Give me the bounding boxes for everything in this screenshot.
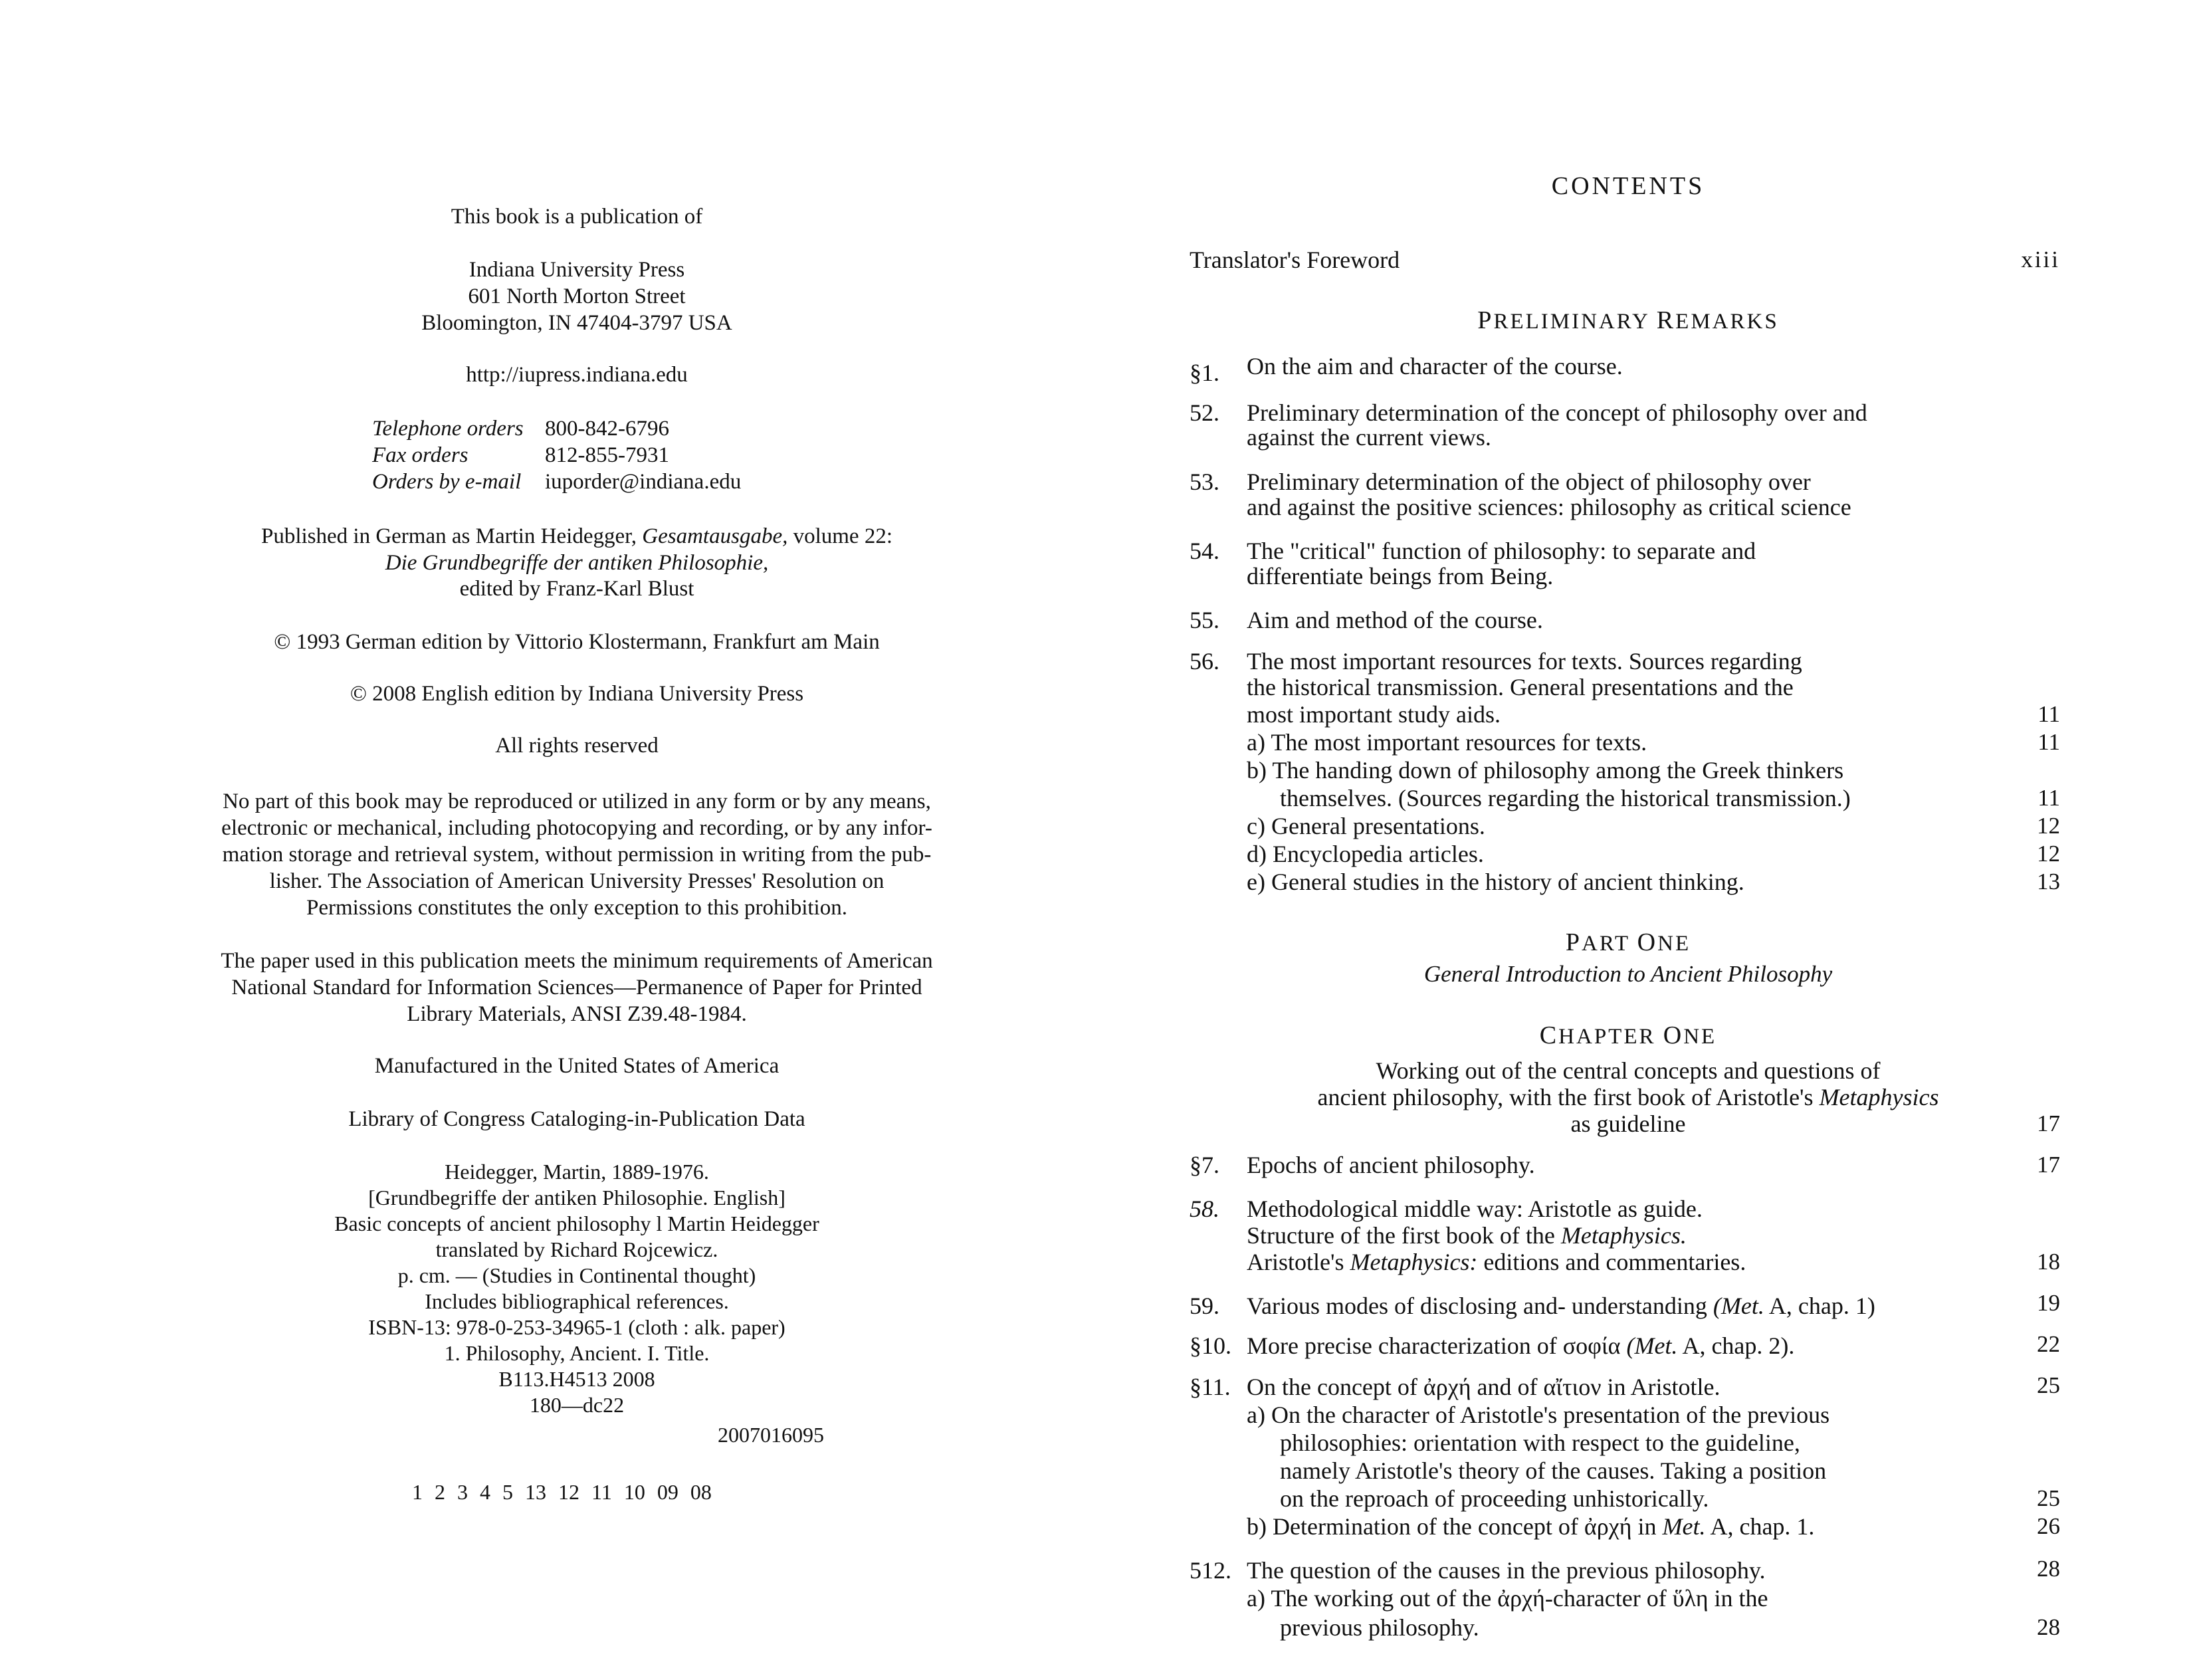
contact-value: 800-842-6796 — [545, 417, 669, 441]
publisher-street: 601 North Morton Street — [468, 284, 686, 308]
toc-subentry[interactable]: a) The most important resources for texts. — [1247, 729, 1647, 756]
toc-entry-cont[interactable]: against the current views. — [1247, 424, 1491, 451]
chapter-title-line1[interactable]: Working out of the central concepts and questions of — [1376, 1057, 1881, 1084]
toc-page-number: 18 — [2037, 1249, 2060, 1275]
toc-subentry[interactable]: e) General studies in the history of ancient thinking. — [1247, 869, 1744, 895]
contact-label: Fax orders — [372, 443, 469, 467]
part-title: General Introduction to Ancient Philosophy — [1423, 961, 1833, 987]
chapter-title-line2[interactable]: ancient philosophy, with the first book of Aristotle's Metaphysics — [1317, 1084, 1939, 1110]
toc-entry[interactable]: The question of the causes in the previous philosophy. — [1247, 1557, 1766, 1584]
cip-line: p. cm. — (Studies in Continental thought) — [397, 1263, 756, 1287]
contact-label: Orders by e-mail — [372, 470, 522, 494]
reproduction-notice: mation storage and retrieval system, without permission in writing from the pub- — [222, 843, 932, 867]
publication-intro: This book is a publication of — [451, 205, 703, 229]
cip-line: ISBN-13: 978-0-253-34965-1 (cloth : alk. paper) — [368, 1315, 785, 1339]
toc-subentry[interactable]: a) The working out of the ἀρχή-character of ὕλη in the — [1247, 1585, 1768, 1612]
cip-line: translated by Richard Rojcewicz. — [435, 1237, 718, 1261]
contact-label: Telephone orders — [372, 417, 524, 441]
toc-entry-cont[interactable]: and against the positive sciences: philosophy as critical science — [1247, 494, 1851, 520]
cip-line: Includes bibliographical references. — [425, 1289, 729, 1313]
toc-number: §1. — [1190, 360, 1219, 386]
toc-number: §11. — [1190, 1374, 1231, 1400]
reproduction-notice: lisher. The Association of American University Presses' Resolution on — [269, 869, 885, 893]
toc-subentry[interactable]: b) The handing down of philosophy among the Greek thinkers — [1247, 757, 1844, 784]
toc-page-number: 22 — [2037, 1331, 2060, 1357]
cip-line: 180—dc22 — [529, 1393, 625, 1417]
toc-subentry-cont[interactable]: previous philosophy. — [1280, 1614, 1479, 1641]
cip-line: Heidegger, Martin, 1889-1976. — [445, 1160, 709, 1184]
toc-subentry[interactable]: b) Determination of the concept of ἀρχή in Met. A, chap. 1. — [1247, 1513, 1815, 1540]
publisher-name: Indiana University Press — [469, 258, 685, 282]
toc-number: 53. — [1190, 469, 1219, 495]
toc-subentry-cont[interactable]: namely Aristotle's theory of the causes. Taking a position — [1280, 1457, 1827, 1484]
toc-entry[interactable]: More precise characterization of σοφία (Met. A, chap. 2). — [1247, 1332, 1795, 1359]
toc-page-number: 13 — [2037, 869, 2060, 894]
toc-number: §10. — [1190, 1332, 1231, 1359]
cip-line: 1. Philosophy, Ancient. I. Title. — [444, 1341, 710, 1365]
toc-subentry-cont[interactable]: philosophies: orientation with respect to the guideline, — [1280, 1429, 1800, 1456]
paper-notice: National Standard for Information Sciences—Permanence of Paper for Printed — [231, 976, 922, 999]
toc-entry[interactable]: Aim and method of the course. — [1247, 607, 1543, 633]
copyright-german: © 1993 German edition by Vittorio Klostermann, Frankfurt am Main — [274, 630, 880, 654]
reproduction-notice: electronic or mechanical, including photocopying and recording, or by any infor- — [221, 816, 932, 840]
toc-page-number: 17 — [2037, 1110, 2060, 1136]
publisher-url[interactable]: http://iupress.indiana.edu — [466, 363, 688, 387]
toc-page-number: 28 — [2037, 1556, 2060, 1582]
toc-page-number: 11 — [2037, 785, 2060, 811]
chapter-heading: CHAPTER ONE — [1539, 1021, 1717, 1049]
toc-entry-cont[interactable]: most important study aids. — [1247, 701, 1501, 728]
toc-page-number: 12 — [2037, 813, 2060, 839]
toc-entry-cont[interactable]: Aristotle's Metaphysics: editions and commentaries. — [1247, 1249, 1746, 1275]
toc-subentry-cont[interactable]: themselves. (Sources regarding the historical transmission.) — [1280, 785, 1851, 811]
toc-page-number: 28 — [2037, 1614, 2060, 1640]
toc-subentry[interactable]: d) Encyclopedia articles. — [1247, 841, 1484, 867]
contact-value: 812-855-7931 — [545, 443, 669, 467]
toc-page-number: 11 — [2037, 729, 2060, 755]
toc-subentry[interactable]: c) General presentations. — [1247, 813, 1485, 839]
copyright-english: © 2008 English edition by Indiana University Press — [350, 682, 804, 706]
rights-reserved: All rights reserved — [495, 734, 659, 758]
toc-subentry-cont[interactable]: on the reproach of proceeding unhistorically. — [1280, 1485, 1709, 1512]
published-german-title: Die Grundbegriffe der antiken Philosophie, — [385, 551, 769, 575]
contents-title: CONTENTS — [1551, 172, 1705, 200]
contact-value[interactable]: iuporder@indiana.edu — [545, 470, 742, 494]
toc-page-number: 11 — [2037, 701, 2060, 727]
cip-line: B113.H4513 2008 — [498, 1367, 655, 1391]
toc-page-number: xiii — [2021, 247, 2060, 272]
toc-page-number: 25 — [2037, 1372, 2060, 1398]
toc-entry[interactable]: Epochs of ancient philosophy. — [1247, 1152, 1535, 1178]
toc-foreword[interactable]: Translator's Foreword — [1190, 247, 1400, 273]
toc-number: 56. — [1190, 648, 1219, 675]
toc-page-number: 19 — [2037, 1290, 2060, 1316]
published-german-line1: Published in German as Martin Heidegger, Gesamtausgabe, volume 22: — [261, 524, 892, 548]
preliminary-remarks-heading: PRELIMINARY REMARKS — [1477, 306, 1779, 334]
toc-entry[interactable]: Methodological middle way: Aristotle as guide. — [1247, 1196, 1703, 1222]
toc-number: 55. — [1190, 607, 1219, 633]
part-heading: PART ONE — [1565, 928, 1691, 956]
toc-entry[interactable]: The most important resources for texts. Sources regarding — [1247, 648, 1802, 675]
publisher-city: Bloomington, IN 47404-3797 USA — [421, 311, 732, 335]
toc-number: 54. — [1190, 538, 1219, 564]
toc-number: 52. — [1190, 399, 1219, 426]
toc-subentry[interactable]: a) On the character of Aristotle's presentation of the previous — [1247, 1402, 1830, 1428]
manufactured-notice: Manufactured in the United States of America — [374, 1054, 780, 1078]
paper-notice: The paper used in this publication meets the minimum requirements of American — [221, 949, 933, 973]
cip-line: Basic concepts of ancient philosophy l Martin Heidegger — [334, 1211, 819, 1235]
toc-entry-cont[interactable]: the historical transmission. General presentations and the — [1247, 674, 1794, 700]
paper-notice: Library Materials, ANSI Z39.48-1984. — [407, 1002, 747, 1026]
published-german-editor: edited by Franz-Karl Blust — [459, 577, 694, 601]
toc-entry[interactable]: The "critical" function of philosophy: to separate and — [1247, 538, 1756, 564]
toc-entry[interactable]: Preliminary determination of the object of philosophy over — [1247, 469, 1811, 495]
reproduction-notice: No part of this book may be reproduced or utilized in any form or by any means, — [223, 789, 931, 813]
chapter-title-line3[interactable]: as guideline — [1570, 1110, 1686, 1137]
toc-entry[interactable]: On the concept of ἀρχή and of αἴτιον in Aristotle. — [1247, 1374, 1721, 1400]
toc-page-number: 12 — [2037, 841, 2060, 867]
toc-entry-cont[interactable]: Structure of the first book of the Metaphysics. — [1247, 1222, 1687, 1249]
toc-entry[interactable]: Preliminary determination of the concept of philosophy over and — [1247, 399, 1867, 426]
toc-page-number: 26 — [2037, 1513, 2060, 1539]
cip-heading: Library of Congress Cataloging-in-Publication Data — [348, 1107, 805, 1131]
toc-number: §7. — [1190, 1152, 1219, 1178]
reproduction-notice: Permissions constitutes the only exception to this prohibition. — [306, 896, 847, 920]
toc-number: 59. — [1190, 1293, 1219, 1319]
lccn-number: 2007016095 — [718, 1423, 824, 1447]
toc-number: 58. — [1190, 1196, 1219, 1222]
toc-entry-cont[interactable]: differentiate beings from Being. — [1247, 563, 1554, 589]
toc-entry[interactable]: Various modes of disclosing and- understanding (Met. A, chap. 1) — [1247, 1293, 1875, 1319]
toc-entry[interactable]: On the aim and character of the course. — [1247, 353, 1623, 379]
printing-line: 1 2 3 4 5 13 12 11 10 09 08 — [412, 1480, 712, 1504]
toc-page-number: 17 — [2037, 1152, 2060, 1178]
cip-line: [Grundbegriffe der antiken Philosophie. English] — [368, 1186, 785, 1209]
toc-number: 512. — [1190, 1557, 1231, 1584]
toc-page-number: 25 — [2037, 1485, 2060, 1511]
